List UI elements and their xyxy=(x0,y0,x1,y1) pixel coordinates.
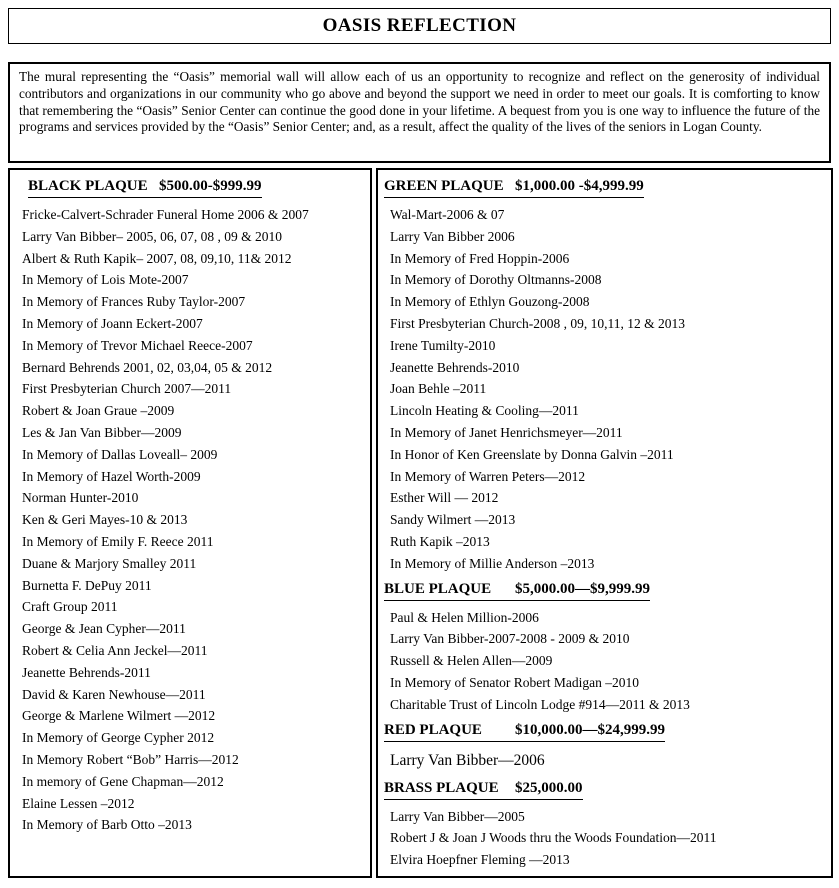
donor-list xyxy=(384,748,826,774)
plaque-section-header xyxy=(384,720,826,742)
donor-list-item: In Memory of Lois Mote-2007 xyxy=(22,272,189,288)
plaque-section-title xyxy=(384,176,644,198)
donor-list-item: Larry Van Bibber—2006 xyxy=(390,751,545,769)
donor-list-item: Joan Behle –2011 xyxy=(390,381,487,397)
donor-list-item: Irene Tumilty-2010 xyxy=(390,337,496,353)
left-column xyxy=(8,168,372,878)
page-title: OASIS REFLECTION xyxy=(322,15,517,36)
donor-list-item: Ken & Geri Mayes-10 & 2013 xyxy=(22,512,188,528)
donor-list-item: Jeanette Behrends-2010 xyxy=(390,359,520,375)
donor-list-item: Esther Will — 2012 xyxy=(390,490,499,506)
donor-list-item: Les & Jan Van Bibber—2009 xyxy=(22,424,182,440)
plaque-name: BLACK PLAQUE xyxy=(28,178,148,194)
donor-list-item: Sandy Wilmert —2013 xyxy=(390,512,516,528)
donor-list-item: Wal-Mart-2006 & 07 xyxy=(390,207,505,222)
plaque-amount-range: $1,000.00 -$4,999.99 xyxy=(515,178,644,194)
donor-list-item: Ruth Kapik –2013 xyxy=(390,533,490,549)
plaque-section-header xyxy=(384,579,826,601)
donor-list-item: Bernard Behrends 2001, 02, 03,04, 05 & 2012 xyxy=(22,359,273,375)
donor-list-item: In Memory of Trevor Michael Reece-2007 xyxy=(22,337,253,353)
plaque-section-title xyxy=(384,778,583,800)
plaque-name: BRASS PLAQUE xyxy=(384,779,499,796)
donor-list-item: David & Karen Newhouse—2011 xyxy=(22,686,206,702)
donor-list-item: In Memory Robert “Bob” Harris—2012 xyxy=(22,751,239,767)
donor-list-item: In memory of Gene Chapman—2012 xyxy=(22,773,224,789)
donor-list-item: Robert & Joan Graue –2009 xyxy=(22,403,175,419)
donor-list-item: Robert & Celia Ann Jeckel—2011 xyxy=(22,642,208,658)
donor-list xyxy=(384,806,826,871)
donor-list-item: In Memory of Joann Eckert-2007 xyxy=(22,315,203,331)
donor-list-item: Craft Group 2011 xyxy=(22,599,118,615)
plaque-section-header xyxy=(384,778,826,800)
donor-list-item: Burnetta F. DePuy 2011 xyxy=(22,577,152,593)
donor-list-item: In Memory of Dorothy Oltmanns-2008 xyxy=(390,272,602,288)
donor-list-item: Charitable Trust of Lincoln Lodge #914—2011 & 2013 xyxy=(390,696,690,712)
donor-list-item: In Memory of Janet Henrichsmeyer—2011 xyxy=(390,424,623,440)
donor-list-item: In Memory of Dallas Loveall– 2009 xyxy=(22,446,218,462)
donor-list xyxy=(384,607,826,716)
donor-list-item: Elaine Lessen –2012 xyxy=(22,795,135,811)
donor-list-item: Lincoln Heating & Cooling—2011 xyxy=(390,403,579,419)
plaque-name: BLUE PLAQUE xyxy=(384,580,492,597)
donor-list-item: Paul & Helen Million-2006 xyxy=(390,609,539,625)
intro-paragraph: The mural representing the “Oasis” memorial wall will allow each of us an opportunity to recognize and reflect on the generosity of individual contributors and organizations in our community who go above and beyond the support we need in order to meet our goals. It is comforting to know that remembering the “Oasis” Senior Center can continue the good done in your lifetime. A bequest from you is one way to influence the future of the programs and services provided by the “Oasis” Senior Center; and, as a result, affect the quality of the lives of the seniors in Logan County. xyxy=(19,69,820,135)
plaque-section-title xyxy=(384,720,665,742)
donor-list-item: First Presbyterian Church-2008 , 09, 10,11, 12 & 2013 xyxy=(390,315,685,331)
donor-list-item: Larry Van Bibber-2007-2008 - 2009 & 2010 xyxy=(390,631,630,647)
intro-box xyxy=(8,62,831,163)
plaque-amount-range: $500.00-$999.99 xyxy=(159,178,262,194)
donor-list-item: George & Marlene Wilmert —2012 xyxy=(22,708,216,724)
plaque-amount-range: $10,000.00—$24,999.99 xyxy=(515,721,665,738)
donor-list-item: Fricke-Calvert-Schrader Funeral Home 2006 & 2007 xyxy=(22,207,309,222)
donor-list xyxy=(16,204,365,836)
donor-list-item: In Memory of Barb Otto –2013 xyxy=(22,817,192,833)
donor-list-item: In Memory of Millie Anderson –2013 xyxy=(390,555,595,571)
donor-list-item: Duane & Marjory Smalley 2011 xyxy=(22,555,197,571)
plaque-section-title xyxy=(384,579,650,601)
right-column xyxy=(376,168,833,878)
donor-list-item: In Memory of Emily F. Reece 2011 xyxy=(22,533,214,549)
donor-list-item: Jeanette Behrends-2011 xyxy=(22,664,151,680)
donor-list-item: In Memory of Ethlyn Gouzong-2008 xyxy=(390,294,590,310)
donor-list-item: Norman Hunter-2010 xyxy=(22,490,139,506)
plaque-name: RED PLAQUE xyxy=(384,721,482,738)
donor-list-item: George & Jean Cypher—2011 xyxy=(22,621,186,637)
donor-list-item: Robert J & Joan J Woods thru the Woods Foundation—2011 xyxy=(390,830,717,846)
plaque-section-title xyxy=(28,176,262,198)
donor-list-item: In Memory of George Cypher 2012 xyxy=(22,730,215,746)
plaque-section-header xyxy=(16,176,365,198)
donor-list-item: Larry Van Bibber 2006 xyxy=(390,228,515,244)
plaque-amount-range: $25,000.00 xyxy=(515,779,583,796)
donor-list-item: Albert & Ruth Kapik– 2007, 08, 09,10, 11& 2012 xyxy=(22,250,292,266)
donor-list xyxy=(384,204,826,575)
donor-list-item: First Presbyterian Church 2007—2011 xyxy=(22,381,232,397)
donor-list-item: Russell & Helen Allen—2009 xyxy=(390,653,553,669)
donor-list-item: In Memory of Warren Peters—2012 xyxy=(390,468,586,484)
donor-list-item: In Memory of Hazel Worth-2009 xyxy=(22,468,201,484)
donor-list-item: Larry Van Bibber– 2005, 06, 07, 08 , 09 & 2010 xyxy=(22,228,282,244)
title-box xyxy=(8,8,831,44)
donor-list-item: In Honor of Ken Greenslate by Donna Galvin –2011 xyxy=(390,446,674,462)
plaque-section-header xyxy=(384,176,826,198)
donor-list-item: In Memory of Senator Robert Madigan –2010 xyxy=(390,674,639,690)
donor-list-item: In Memory of Frances Ruby Taylor-2007 xyxy=(22,294,246,310)
plaque-amount-range: $5,000.00—$9,999.99 xyxy=(515,580,650,597)
donor-list-item: In Memory of Fred Hoppin-2006 xyxy=(390,250,570,266)
donor-list-item: Elvira Hoepfner Fleming —2013 xyxy=(390,852,570,868)
donor-list-item: Larry Van Bibber—2005 xyxy=(390,808,525,824)
plaque-name: GREEN PLAQUE xyxy=(384,178,504,194)
